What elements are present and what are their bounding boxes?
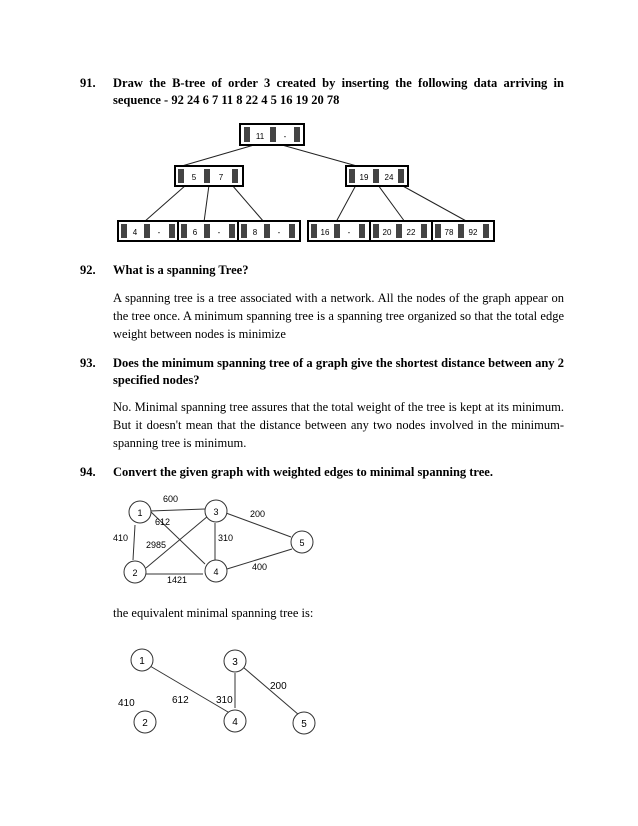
btree-leaf-node [118,221,180,241]
key: 20 [382,228,392,237]
key: 5 [191,173,197,182]
node-label: 3 [213,507,219,517]
edge-weight: 612 [172,695,189,706]
key: - [157,228,161,237]
key: - [347,228,351,237]
answer-94-intro: the equivalent minimal spanning tree is: [113,606,314,620]
question-text: What is a spanning Tree? [113,263,249,277]
key: 7 [218,173,224,182]
node-label: 2 [132,568,138,578]
btree-leaf-node [432,221,494,241]
node-label: 3 [232,657,238,668]
edge-weight: 400 [252,562,268,572]
btree-leaf-node [370,221,432,241]
key: - [217,228,221,237]
btree-leaves [118,221,494,241]
edge-weight: 310 [216,695,233,706]
edge-weight: 200 [270,681,287,692]
key: 22 [406,228,416,237]
answer-93: No. Minimal spanning tree assures that the total weight of the tree is kept at its minimum. But it doesn't mean that the distance between any two nodes involved in the minimum-spanning tree is minimum. [113,400,564,450]
question-94 [80,464,564,481]
edge-weight: 2985 [146,540,167,550]
node-label: 5 [301,719,307,730]
btree-leaf-node [178,221,240,241]
btree-root [240,124,304,145]
key: 19 [359,173,369,182]
edge-weight: 1421 [167,575,188,585]
question-93 [80,355,564,389]
answer-92: A spanning tree is a tree associated with a network. All the nodes of the graph appear on the tree once. A minimum spanning tree is a spanning tree organized so that the total edge weight between nodes is minimize [113,291,564,341]
node-label: 4 [232,717,238,728]
question-number: 94. [80,465,96,479]
question-92 [80,262,564,279]
key: 24 [384,173,394,182]
question-number: 91. [80,76,96,90]
key: 6 [192,228,198,237]
node-label: 1 [137,508,143,518]
btree-leaf-node [238,221,300,241]
key: - [277,228,281,237]
key: 78 [444,228,454,237]
key: - [283,132,287,141]
node-label: 2 [142,718,148,729]
key: 4 [132,228,138,237]
question-text: Does the minimum spanning tree of a graph give the shortest distance between any 2 specified nodes? [113,356,564,387]
question-number: 93. [80,356,96,370]
edge-weight: 410 [118,698,135,709]
edge-weight: 200 [250,509,266,519]
btree-internal-right [346,166,408,186]
edge-weight: 310 [218,533,234,543]
question-text: Convert the given graph with weighted edges to minimal spanning tree. [113,465,493,479]
question-text: Draw the B-tree of order 3 created by inserting the following data arriving in sequence - 92 24 6 7 11 8 22 4 5 16 19 20 78 [113,76,564,107]
key: 8 [252,228,258,237]
mst-diagram [131,649,315,734]
node-label: 1 [139,656,145,667]
key: 11 [255,132,265,141]
key: 92 [468,228,478,237]
btree-internal-left [175,166,243,186]
node-label: 5 [299,538,305,548]
question-number: 92. [80,263,96,277]
btree-leaf-node [308,221,370,241]
node-label: 4 [213,567,219,577]
edge-weight: 612 [155,517,171,527]
edge-weight: 600 [163,494,179,504]
key: 16 [320,228,330,237]
edge-weight: 410 [113,533,129,543]
